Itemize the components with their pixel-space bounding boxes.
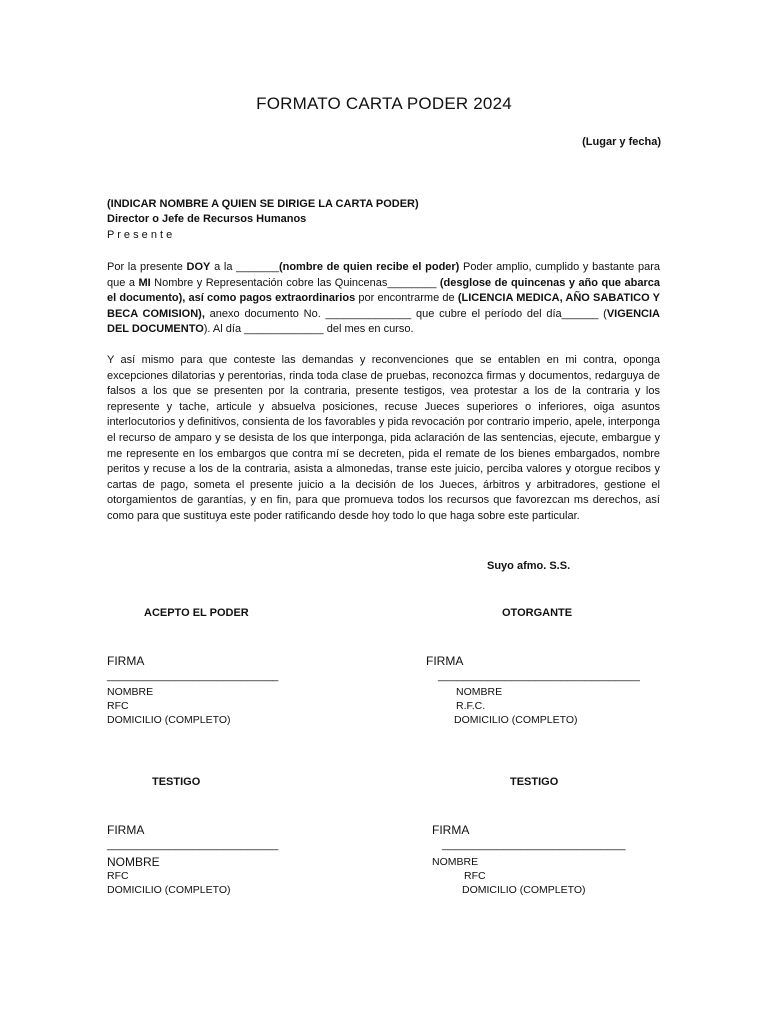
heading-testigo: TESTIGO [152, 776, 201, 788]
domicilio-label: DOMICILIO (COMPLETO) [454, 714, 578, 726]
signature-line: ____________________________ [107, 839, 279, 851]
rfc-label: RFC [464, 870, 486, 882]
firma-label: FIRMA [426, 654, 464, 668]
signature-line: _________________________________ [438, 670, 640, 682]
paragraph-faculties: Y así mismo para que conteste las demandas y reconvenciones que se entablen en mi contra, oponga excepciones dilatorias y perentorias, rinda toda clase de pruebas, reconozca firmas y documentos, redarguya de falsos a los que se presenten por la contraria, presente testigos, vea protestar a los de la contraria y los represente y tache, articule y absuelva posiciones, recuse Jueces superiores o inferiores, oiga asuntos interlocutorios y definitivos, consienta de los favorables y pida revocación por contrario imperio, apele, interponga el recurso de amparo y se desista de los que interponga, pida aclaración de las sentencias, ejecute, embargue y me represente en los embargos que contra mí se decreten, pida el remate de los bienes embargados, nombre peritos y recuse a los de la contraria, asista a almonedas, transe este juicio, perciba valores y otorgue recibos y cartas de pago, someta el presente juicio a la decisión de los Jueces, árbitros y arbitradores, gestione el otorgamientos de garantías, y en fin, para que promueva todos los recursos que favorezcan ms derechos, así como para que sustituya este poder ratificando desde hoy todo lo que haga sobre este particular. [107, 354, 660, 522]
heading-otorgante: OTORGANTE [502, 607, 573, 619]
place-date: (Lugar y fecha) [582, 136, 661, 148]
signature-line: ____________________________ [107, 670, 279, 682]
firma-label: FIRMA [432, 823, 470, 837]
domicilio-label: DOMICILIO (COMPLETO) [107, 884, 231, 896]
closing: Suyo afmo. S.S. [487, 560, 571, 572]
recipient-line-1: (INDICAR NOMBRE A QUIEN SE DIRIGE LA CARTA PODER) [107, 198, 419, 210]
domicilio-label: DOMICILIO (COMPLETO) [107, 714, 231, 726]
rfc-label: RFC [107, 870, 129, 882]
heading-acepto-poder: ACEPTO EL PODER [144, 607, 249, 619]
nombre-label: NOMBRE [456, 686, 503, 698]
nombre-label: NOMBRE [107, 686, 154, 698]
nombre-label: NOMBRE [107, 855, 160, 869]
signature-line: ______________________________ [442, 839, 626, 851]
heading-testigo: TESTIGO [510, 776, 559, 788]
document-title: FORMATO CARTA PODER 2024 [256, 94, 512, 113]
nombre-label: NOMBRE [432, 856, 479, 868]
firma-label: FIRMA [107, 823, 145, 837]
recipient-line-2: Director o Jefe de Recursos Humanos [107, 213, 307, 225]
domicilio-label: DOMICILIO (COMPLETO) [462, 884, 586, 896]
paragraph-grant: Por la presente DOY a la _______(nombre de quien recibe el poder) Poder amplio, cumplido y bastante para que a MI Nombre y Representación cobre las Quincenas________ (desglose de quincenas y año que abarca el documento), así como pagos extraordinarios por encontrarme de (LICENCIA MEDICA, AÑO SABATICO Y BECA COMISION), anexo documento No. ______________ que cubre el período del día______ (VIGENCIA DEL DOCUMENTO). Al día _____________ del mes en curso. [107, 261, 660, 336]
rfc-label: R.F.C. [456, 700, 486, 712]
firma-label: FIRMA [107, 654, 145, 668]
rfc-label: RFC [107, 700, 129, 712]
recipient-line-3: P r e s e n t e [107, 229, 173, 241]
